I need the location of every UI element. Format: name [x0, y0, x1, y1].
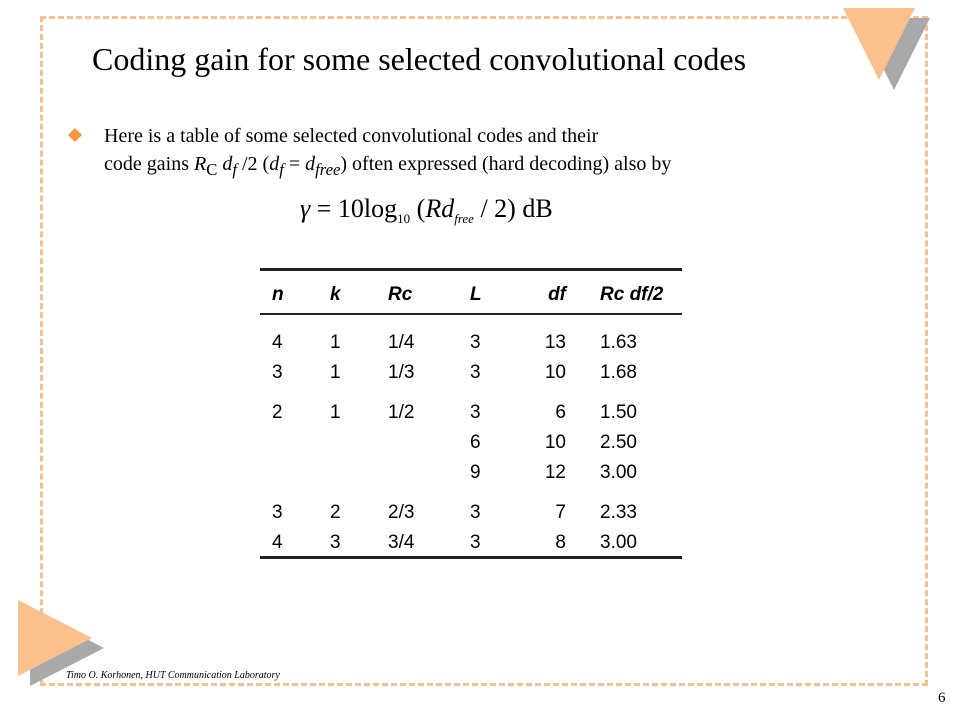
table-cell-r6-c2: 3/4: [388, 532, 415, 553]
convolutional-codes-table: [260, 268, 682, 560]
bullet-line-2: code gains $R_C$ $d_f$ /2 $(d_f = d_{free})$ often expressed (hard decoding) also by: [104, 153, 672, 179]
table-cell-r4-c3: 9: [470, 462, 481, 483]
footer-credit: Timo O. Korhonen, HUT Communication Laboratory: [66, 670, 280, 681]
table-cell-r1-c5: 1.68: [600, 362, 637, 383]
table-cell-r1-c2: 1/3: [388, 362, 415, 383]
table-cell-r5-c3: 3: [470, 502, 481, 523]
table-bottom-rule: [260, 556, 682, 559]
table-cell-r6-c5: 3.00: [600, 532, 637, 553]
table-cell-r2-c3: 3: [470, 402, 481, 423]
table-cell-r5-c0: 3: [272, 502, 283, 523]
table-cell-r3-c3: 6: [470, 432, 481, 453]
table-cell-r5-c4: 7: [555, 502, 566, 523]
table-cell-r5-c5: 2.33: [600, 502, 637, 523]
table-cell-r5-c1: 2: [330, 502, 341, 523]
table-header-1: k: [330, 284, 341, 305]
table-cell-r0-c4: 13: [544, 332, 566, 353]
table-cell-r0-c2: 1/4: [388, 332, 415, 353]
table-cell-r5-c2: 2/3: [388, 502, 415, 523]
table-cell-r6-c4: 8: [555, 532, 566, 553]
table-cell-r0-c5: 1.63: [600, 332, 637, 353]
slide-title: Coding gain for some selected convolutional codes: [92, 41, 747, 77]
table-cell-r2-c1: 1: [330, 402, 341, 423]
table-cell-r2-c5: 1.50: [600, 402, 637, 423]
table-cell-r3-c5: 2.50: [600, 432, 637, 453]
table-cell-r0-c0: 4: [272, 332, 283, 353]
table-header-5: Rc df/2: [600, 284, 664, 305]
corner-triangle-bottom-left: [18, 600, 92, 676]
table-cell-r4-c4: 12: [544, 462, 566, 483]
table-cell-r1-c4: 10: [544, 362, 566, 383]
table-header-2: Rc: [388, 284, 413, 305]
coding-gain-formula: $\gamma = 10\log_{10}$ $(Rd_{free} / 2)$ dB: [300, 194, 553, 227]
table-cell-r1-c1: 1: [330, 362, 341, 383]
table-top-rule: [260, 268, 682, 271]
corner-triangle-top-right: [843, 8, 915, 80]
page-number: 6: [938, 690, 946, 706]
table-cell-r6-c1: 3: [330, 532, 341, 553]
table-header-3: L: [470, 284, 482, 305]
table-cell-r2-c4: 6: [555, 402, 566, 423]
table-cell-r6-c0: 4: [272, 532, 283, 553]
table-header-rule: [260, 313, 682, 315]
bullet-line-1: Here is a table of some selected convolutional codes and their: [104, 125, 599, 147]
table-cell-r2-c2: 1/2: [388, 402, 415, 423]
table-cell-r6-c3: 3: [470, 532, 481, 553]
table-cell-r4-c5: 3.00: [600, 462, 637, 483]
table-header-4: df: [548, 284, 566, 305]
table-cell-r0-c3: 3: [470, 332, 481, 353]
table-cell-r2-c0: 2: [272, 402, 283, 423]
table-cell-r1-c0: 3: [272, 362, 283, 383]
table-header-0: n: [272, 284, 284, 305]
table-cell-r1-c3: 3: [470, 362, 481, 383]
bullet-text: [104, 122, 864, 184]
table-cell-r0-c1: 1: [330, 332, 341, 353]
table-cell-r3-c4: 10: [544, 432, 566, 453]
